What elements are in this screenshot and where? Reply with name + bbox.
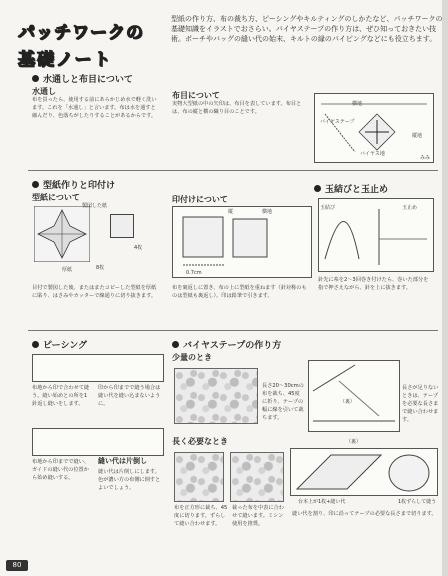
fabric-swatch-3 [230, 452, 284, 502]
bias-subhead-2: 長く必要なとき [172, 437, 228, 446]
label-knot: 玉結び [320, 205, 336, 211]
pattern-subhead: 型紙について [32, 193, 80, 202]
water-text: 布を買ったら、使用する前にあらかじめ水で軽く洗います。これを「水通し」と言います。布は水を通すと縮んだり、色落ちがしたりすることがあるからです。 [32, 97, 157, 119]
section-bias-title: バイヤステープの作り方 [183, 341, 282, 351]
bias-subhead-1: 少量のとき [172, 353, 212, 362]
bullet-icon [32, 75, 39, 82]
knot-text: 針先に糸を2～3回巻き付けたら、巻いた部分を指で押さえながら、針を上に抜きます。 [318, 277, 429, 291]
piecing-text-3: 布地から印までで縫い、ガイドの縫い代の位置から始め縫いする。 [32, 459, 90, 481]
label-mimi: みみ [420, 155, 431, 161]
title-line-1: パッチワークの [18, 23, 144, 43]
label-tate: 縦 [228, 209, 234, 215]
divider [28, 170, 438, 171]
piecing-diagram-1 [32, 354, 164, 382]
square-piece [110, 214, 134, 238]
piecing-diagram-2 [32, 428, 164, 456]
marking-diagram [172, 206, 312, 278]
page-edge [442, 0, 448, 576]
section-knot-title: 玉結びと玉止め [325, 185, 389, 195]
label-paper: 製図した紙 [82, 203, 108, 209]
bias-fold-diagram [308, 360, 400, 432]
piecing-text-1: 布地から印で合わせて縫う。縫い始めとの所を1針返し縫いをします。 [32, 385, 90, 407]
divider [28, 330, 438, 331]
intro-text: 型紙の作り方、布の裁ち方、ピーシングやキルティングのしかたなど、パッチワークの基礎知識をイラストでおさらい。バイヤステープの作り方は、ぜひ知っておきたい技術。ポーチやバッグの縫い代の始末、キルトの縁のパイピングなどにも役立ちます。 [171, 15, 443, 44]
fabric-swatch-2 [174, 452, 224, 502]
label-yoko: 横地 [352, 101, 363, 107]
section-grain-heading [32, 72, 133, 85]
title-line-2: 基礎ノート [18, 50, 113, 70]
label-back-1: （裏） [340, 399, 356, 405]
label-a: 台本上が1枚+縫い代 [298, 499, 346, 505]
label-thick: 厚紙 [62, 267, 73, 273]
label-8: 8枚 [96, 265, 105, 271]
label-tate: 縦地 [412, 133, 423, 139]
pattern-text: 目付で製図した後、またはまたコピーした型紙を厚紙に貼り、はさみやカッターで線通りに切り抜きます。 [32, 285, 157, 299]
section-grain-title: 水通しと布目について [43, 75, 133, 85]
fabric-swatch-1 [174, 368, 258, 424]
section-piecing-title: ピーシング [43, 341, 88, 351]
bullet-icon [172, 341, 179, 348]
star-block-illustration [34, 206, 90, 262]
bullet-icon [314, 185, 321, 192]
label-seam: 0.7cm [186, 270, 202, 276]
bias-text-2: 布を正方形に裁ち、45度に切ります。ずらして縫い合わせます。 [174, 505, 228, 527]
bias-sew-diagram [290, 448, 438, 496]
bias-text-1: 長さ20～30cmの布を裁ち、45度に折り、テープの幅に線を引いて裁ちます。 [262, 383, 304, 421]
bullet-icon [32, 341, 39, 348]
grain-subhead: 布目について [172, 91, 220, 100]
label-4: 4枚 [134, 245, 143, 251]
page-number: 80 [6, 560, 28, 571]
label-yoko: 横地 [262, 209, 273, 215]
label-bias: バイヤス地 [360, 151, 385, 157]
label-back-2: （裏） [346, 439, 362, 445]
piecing-text-2: 印から印までで縫う場合は縫い代を縫い込まないように。 [98, 385, 161, 407]
label-b: 1枚ずらして縫う [398, 499, 437, 505]
bullet-icon [32, 181, 39, 188]
section-bias-heading [172, 338, 281, 351]
bias-text-3: 裁った布を中表に合わせて縫います。ミシン使用を推奨。 [232, 505, 284, 527]
piecing-note-head: 縫い代は片倒し [98, 457, 147, 465]
bias-join-text: 長さが足りないときは、テープを必要な長さまで縫い合わせます。 [402, 385, 439, 423]
marking-subhead: 印付けについて [172, 195, 228, 204]
water-subhead: 水通し [32, 87, 56, 96]
marking-text: 布を裏返しに置き、布の上に型紙を重ねます（針対称のものは型紙も裏返し）。印は鉛筆で引きます。 [172, 285, 307, 299]
section-pattern-title: 型紙作りと印付け [43, 181, 116, 191]
page-title [18, 18, 168, 68]
label-tape: バイヤステープ [320, 119, 355, 125]
section-piecing-heading [32, 338, 87, 351]
label-stop: 玉止め [402, 205, 418, 211]
section-pattern-heading [32, 178, 115, 191]
bias-text-4: 縫い代を割り、印に沿ってテープの必要な長さまで切ります。 [292, 511, 437, 517]
grain-text: 実物大型紙の中の矢印は、布目を表しています。布目とは、布の縦と横の織り目のことです。 [172, 101, 302, 115]
piecing-note: 縫い代は片倒しにします。色が濃い方の布側に倒すとよいでしょう。 [98, 469, 161, 491]
section-knot-heading [314, 182, 388, 195]
